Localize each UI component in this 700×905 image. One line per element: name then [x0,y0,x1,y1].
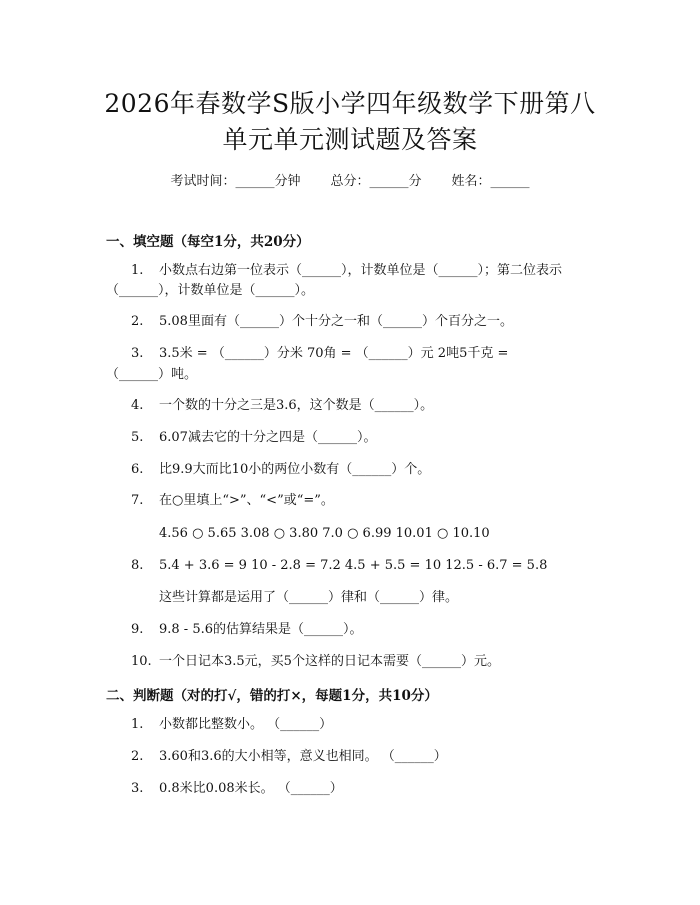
question-1-5: 5. 6.07减去它的十分之四是（______）。 [131,430,377,445]
exam-score: 总分：______分 [330,174,422,189]
question-2-1: 1. 小数都比整数小。 （______） [131,717,333,732]
question-1-8-cont: 这些计算都是运用了（______）律和（______）律。 [159,590,459,605]
question-1-7-items: 4.56 ○ 5.65 3.08 ○ 3.80 7.0 ○ 6.99 10.01 ○ 10.10 [159,526,490,541]
section-1-heading: 一、填空题（每空1分，共20分） [106,234,310,250]
question-1-7: 7. 在○里填上“>”、“<”或“=”。 [131,493,334,508]
title-line-2: 单元单元测试题及答案 [222,125,478,154]
exam-time: 考试时间：______分钟 [170,174,301,189]
question-1-10: 10. 一个日记本3.5元，买5个这样的日记本需要（______）元。 [131,654,500,669]
page-title [40,86,660,158]
exam-name: 姓名：______ [451,174,530,189]
question-1-9: 9. 9.8 - 5.6的估算结果是（______）。 [131,622,363,637]
question-1-3-cont: （______）吨。 [106,367,198,382]
question-1-1: 1. 小数点右边第一位表示（______），计数单位是（______）；第二位表示 [131,263,563,278]
question-1-2: 2. 5.08里面有（______）个十分之一和（______）个百分之一。 [131,314,513,329]
question-1-3: 3. 3.5米 = （______）分米 70角 = （______）元 2吨5千克 = [131,346,509,361]
title-line-1: 2026年春数学S版小学四年级数学下册第八 [104,89,596,118]
question-1-1-cont: （______），计数单位是（______）。 [106,283,315,298]
question-2-3: 3. 0.8米比0.08米长。 （______） [131,781,343,796]
section-2-heading: 二、判断题（对的打√，错的打×，每题1分，共10分） [106,688,438,704]
question-2-2: 2. 3.60和3.6的大小相等，意义也相同。 （______） [131,749,447,764]
question-1-4: 4. 一个数的十分之三是3.6，这个数是（______）。 [131,398,434,413]
question-1-8: 8. 5.4 + 3.6 = 9 10 - 2.8 = 7.2 4.5 + 5.5 = 10 12.5 - 6.7 = 5.8 [131,558,548,573]
question-1-6: 6. 比9.9大而比10小的两位小数有（______）个。 [131,462,431,477]
exam-meta [0,170,700,189]
